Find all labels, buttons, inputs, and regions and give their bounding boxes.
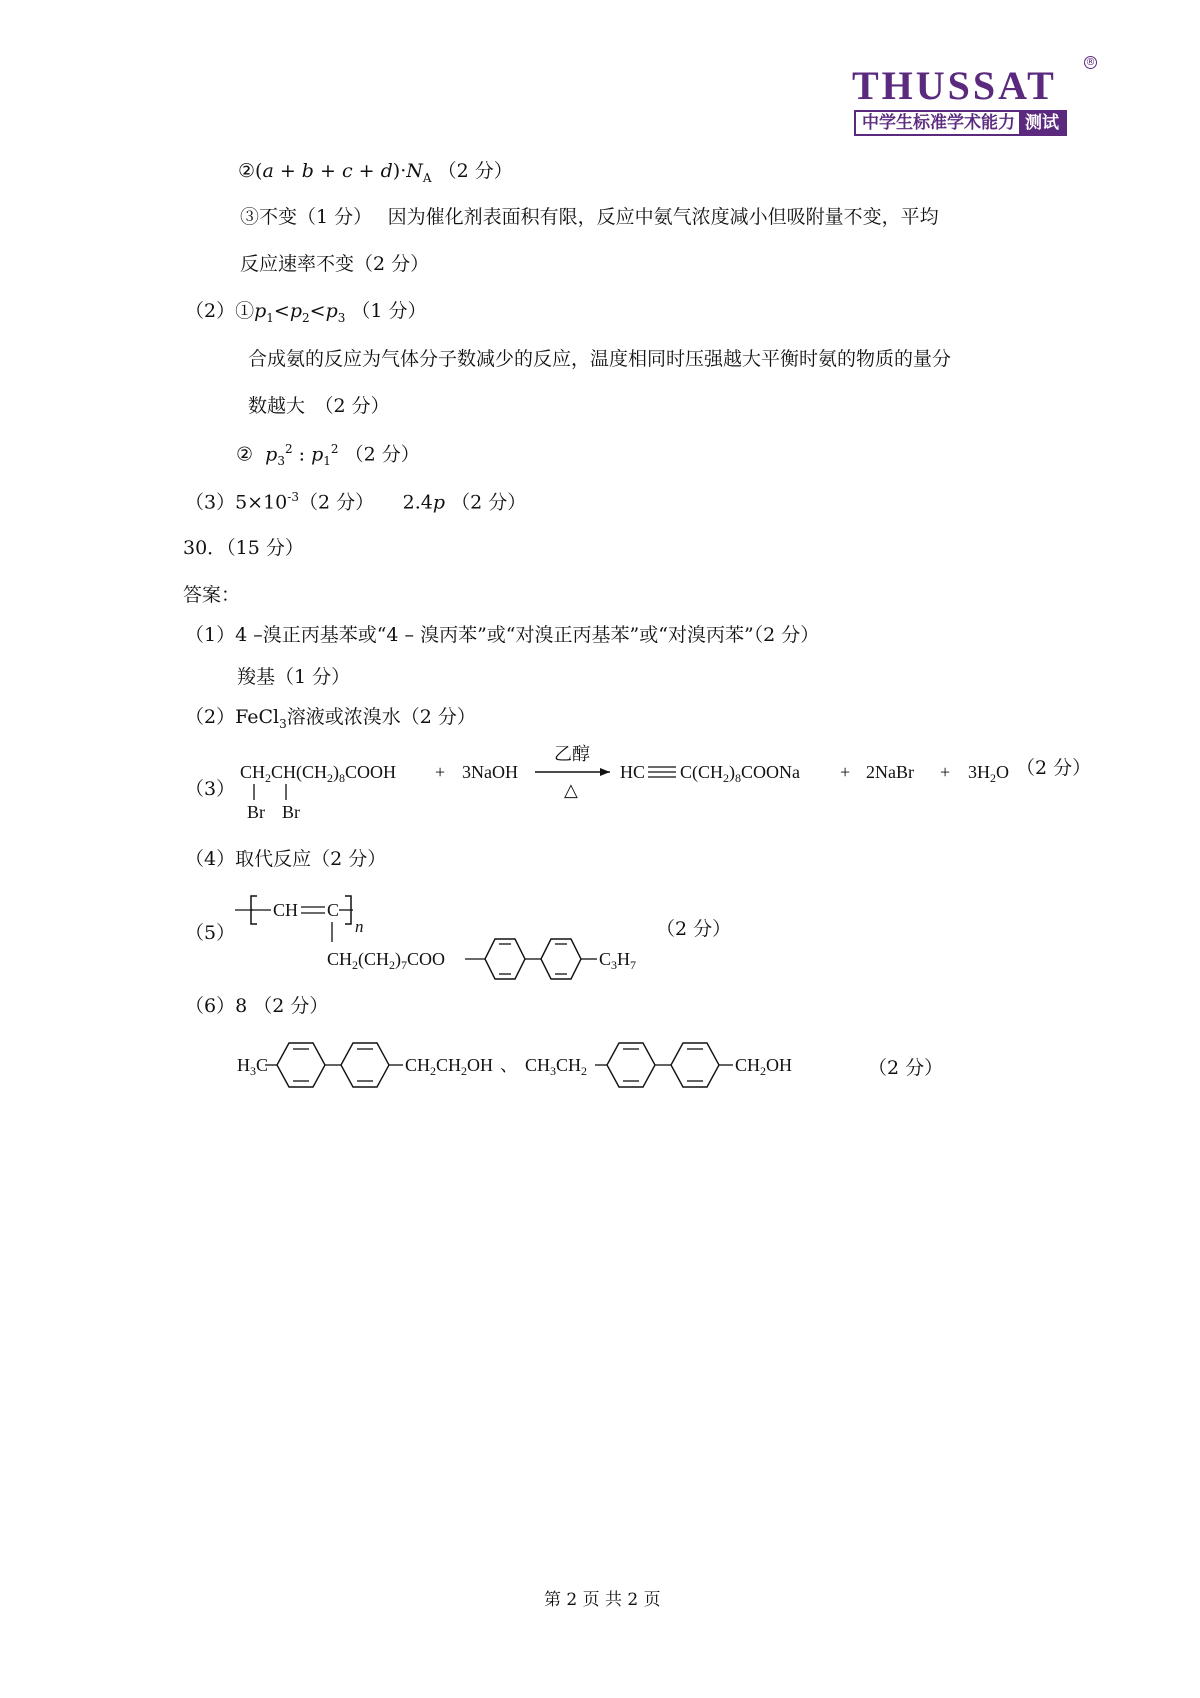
- plus-sign-1: +: [435, 762, 446, 782]
- registered-mark: ®: [1085, 57, 1096, 68]
- water-formula: $3H_2O$: [968, 762, 1009, 785]
- answer-line-15: （4）取代反应（2 分）: [185, 848, 387, 870]
- brand-subtitle-box: 测试: [1019, 112, 1065, 134]
- page-footer: 第 2 页 共 2 页: [544, 1590, 661, 1610]
- isomer1-right: $CH_2CH_2OH$: [405, 1055, 494, 1078]
- brand-subtitle-main: 中学生标准学术能力: [862, 113, 1015, 133]
- answer-line-12: 羧基（1 分）: [237, 666, 351, 688]
- answer-line-16-score: （2 分）: [656, 918, 732, 940]
- isomer1-left: $H_3C$: [237, 1055, 269, 1078]
- answer-label: 答案：: [183, 584, 241, 606]
- answer-line-14-prefix: （3）: [185, 778, 236, 800]
- answer-line-5: 合成氨的反应为气体分子数减少的反应，温度相同时压强越大平衡时氨的物质的量分: [248, 348, 952, 370]
- answer-line-17: （6）8 （2 分）: [185, 995, 329, 1017]
- reaction-condition-bottom: △: [564, 780, 578, 801]
- answer-line-16-prefix: （5）: [185, 922, 236, 944]
- reactant-formula: $CH_2CH(CH_2)_8COOH$: [240, 762, 397, 785]
- answer-line-3: 反应速率不变（2 分）: [240, 253, 430, 275]
- answer-line-2: ③不变（1 分） 因为催化剂表面积有限，反应中氨气浓度减小但吸附量不变，平均: [240, 206, 939, 228]
- plus-sign-2: +: [840, 762, 851, 782]
- isomer1-benzene-1: [277, 1043, 325, 1087]
- benzene-ring-2: [541, 939, 581, 979]
- product-formula: $C(CH_2)_8COONa$: [680, 762, 801, 785]
- answer-line-13: （2）FeCl$_3$溶液或浓溴水（2 分）: [185, 706, 476, 731]
- br-label-1: Br: [247, 802, 265, 822]
- reaction-equation: [230, 738, 1150, 828]
- polymer-structure: [235, 888, 695, 998]
- nabr-formula: 2NaBr: [866, 762, 914, 782]
- answer-line-18-score: （2 分）: [868, 1057, 944, 1079]
- isomer2-benzene-2: [671, 1043, 719, 1087]
- isomer2-left: $CH_3CH_2$: [525, 1055, 588, 1078]
- isomer-structures: [235, 1035, 935, 1095]
- isomer-separator: 、: [500, 1055, 518, 1076]
- naoh-formula: 3NaOH: [462, 762, 518, 782]
- brand-subtitle: [854, 110, 1067, 136]
- polymer-c: C: [327, 900, 340, 920]
- product-hc: HC: [620, 762, 646, 782]
- reaction-condition-top: 乙醇: [554, 744, 590, 765]
- answer-line-7: ② $p_3^2$ : $p_1^2$ （2 分）: [236, 442, 420, 469]
- answer-line-4: $(2)①p_1<p_2<p_3$ （1 分）: [185, 300, 427, 325]
- answer-line-11: （1）4 –溴正丙基苯或“4 – 溴丙苯”或“对溴正丙基苯”或“对溴丙苯”（2 分）: [185, 624, 820, 646]
- polymer-side-chain: $CH_2(CH_2)_7COO$: [327, 949, 446, 972]
- plus-sign-3: +: [940, 762, 951, 782]
- answer-line-6: 数越大 （2 分）: [248, 395, 390, 417]
- answer-line-1: ②(a + $b + c + d)\cdot N_A$ （2 分）: [238, 160, 513, 185]
- br-label-2: Br: [282, 802, 300, 822]
- brand-logo: THUSSAT: [852, 63, 1057, 108]
- polymer-tail: $C_3H_7$: [599, 949, 637, 972]
- polymer-ch: CH: [273, 900, 299, 920]
- answer-line-8: $(3)5\times 10^{-3}(2$ 分） 2.4p （2 分）: [185, 490, 527, 514]
- isomer2-right: $CH_2OH$: [735, 1055, 793, 1078]
- benzene-ring-1: [485, 939, 525, 979]
- question-30-heading: 30．（15 分）: [183, 537, 304, 559]
- answer-line-14-score: （2 分）: [1016, 757, 1092, 779]
- polymer-n: n: [355, 917, 364, 936]
- reaction-arrowhead: [600, 768, 610, 776]
- isomer1-benzene-2: [341, 1043, 389, 1087]
- isomer2-benzene-1: [607, 1043, 655, 1087]
